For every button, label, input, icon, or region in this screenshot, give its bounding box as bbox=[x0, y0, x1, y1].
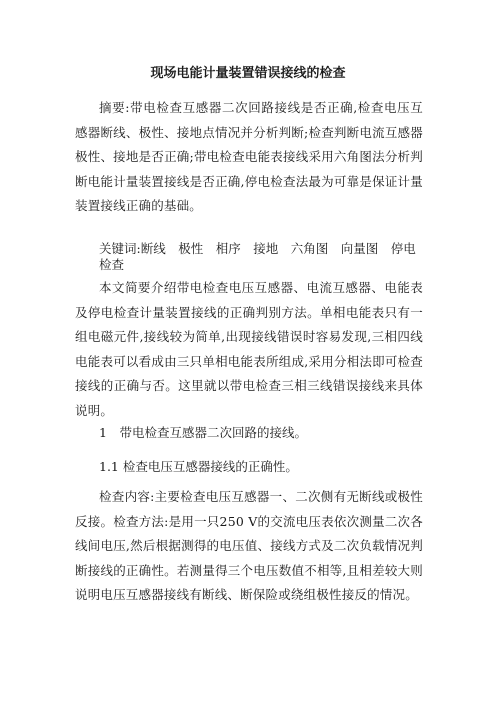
body-paragraph: 检查内容:主要检查电压互感器一、二次侧有无断线或极性反接。检查方法:是用一只250 V的交流电压表依次测量二次各线间电压,然后根据测得的电压值、接线方式及二次负载情况判断接线的正确性。若测量得三个电压数值不相等,且相差较大则说明电压互感器接线有断线、断保险或绕组极性接反的情况。 bbox=[75, 489, 423, 602]
keywords-line: 关键词:断线 极性 相序 接地 六角图 向量图 停电检查 bbox=[99, 241, 416, 272]
section-heading-1: 1 带电检查互感器二次回路的接线。 bbox=[99, 425, 307, 440]
section-heading-1-1: 1.1 检查电压互感器接线的正确性。 bbox=[99, 459, 298, 474]
document-title: 现场电能计量装置错误接线的检查 bbox=[150, 66, 346, 81]
abstract-paragraph: 摘要:带电检查互感器二次回路接线是否正确,检查电压互感器断线、极性、接地点情况并分析判断;检查判断电流互感器极性、接地是否正确;带电检查电能表接线采用六角图法分析判断电能计量装置接线是否正确,停电检查法最为可靠是保证计量装置接线正确的基础。 bbox=[75, 100, 423, 213]
intro-paragraph: 本文简要介绍带电检查电压互感器、电流互感器、电能表及停电检查计量装置接线的正确判别方法。单相电能表只有一组电磁元件,接线较为简单,出现接线错误时容易发现,三相四线电能表可以看成由三只单相电能表所组成,采用分相法即可检查接线的正确与否。这里就以带电检查三相三线错误接线来具体说明。 bbox=[75, 280, 423, 418]
